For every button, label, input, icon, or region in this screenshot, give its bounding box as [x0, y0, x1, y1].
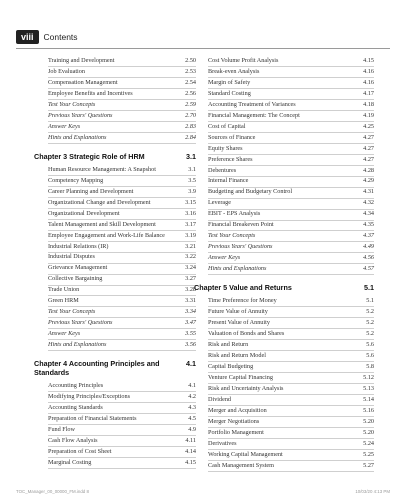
entry-page: 4.25	[363, 122, 374, 130]
entry-page: 5.12	[363, 373, 374, 381]
toc-entry	[208, 57, 374, 67]
entry-page: 5.8	[366, 362, 374, 370]
entry-title: EBIT - EPS Analysis	[208, 210, 261, 218]
entry-title: Cost of Capital	[208, 122, 246, 130]
entry-title: Portfolio Management	[208, 428, 264, 436]
entry-title: Fund Flow	[48, 426, 75, 434]
entry-title: Employee Benefits and Incentives	[48, 89, 133, 97]
entry-title: Equity Shares	[208, 144, 243, 152]
chapter-heading	[34, 359, 196, 377]
toc-entry	[208, 79, 374, 89]
entry-page: 3.24	[185, 264, 196, 272]
entry-title: Risk and Return Model	[208, 352, 266, 360]
entry-title: Test Your Concepts	[48, 308, 96, 316]
chapter-title: Chapter 4 Accounting Principles and Standards	[34, 359, 160, 378]
toc-entry	[48, 221, 196, 231]
toc-entry	[48, 134, 196, 144]
entry-title: Trade Union	[48, 286, 80, 294]
toc-entry	[48, 264, 196, 274]
entry-title: Answer Keys	[48, 122, 81, 130]
entry-title: Capital Budgeting	[208, 362, 254, 370]
toc-entry	[48, 426, 196, 436]
entry-title: Talent Management and Skill Development	[48, 220, 156, 228]
entry-title: Previous Years' Questions	[48, 111, 113, 119]
entry-title: Budgeting and Budgetary Control	[208, 188, 293, 196]
toc-entry	[208, 440, 374, 450]
entry-title: Employee Engagement and Work-Life Balance	[48, 231, 165, 239]
entry-title: Cost Volume Profit Analysis	[208, 57, 279, 64]
entry-title: Human Resource Management: A Snapshot	[48, 165, 156, 173]
toc-entry	[48, 188, 196, 198]
page-title: Contents	[43, 32, 78, 42]
entry-title: Industrial Relations (IR)	[48, 242, 109, 250]
toc-entry	[208, 265, 374, 275]
entry-page: 4.27	[363, 155, 374, 163]
toc-entry	[48, 253, 196, 263]
entry-title: Previous Years' Questions	[48, 319, 113, 327]
entry-page: 4.9	[188, 426, 196, 434]
entry-title: Answer Keys	[208, 254, 241, 262]
toc-entry	[48, 297, 196, 307]
entry-page: 4.15	[363, 57, 374, 64]
toc-entry	[208, 90, 374, 100]
entry-title: Sources of Finance	[208, 133, 256, 141]
entry-title: Merger Negotiations	[208, 417, 260, 425]
entry-title: Financial Breakeven Point	[208, 221, 274, 229]
entry-page: 4.49	[363, 243, 374, 251]
toc-entry	[208, 308, 374, 318]
page-header	[16, 30, 78, 44]
toc-entry	[48, 101, 196, 111]
toc-entry	[208, 243, 374, 253]
toc-entry	[48, 286, 196, 296]
chapter-title: Chapter 5 Value and Returns	[194, 283, 292, 293]
entry-title: Compensation Management	[48, 78, 118, 86]
entry-title: Job Evaluation	[48, 67, 85, 75]
entry-page: 4.37	[363, 232, 374, 240]
entry-page: 3.34	[185, 308, 196, 316]
entry-page: 5.2	[366, 319, 374, 327]
entry-title: Previous Years' Questions	[208, 243, 273, 251]
entry-title: Dividend	[208, 395, 232, 403]
toc-entry	[208, 407, 374, 417]
entry-page: 5.2	[366, 308, 374, 316]
entry-title: Organizational Change and Development	[48, 198, 151, 206]
toc-entry	[208, 68, 374, 78]
entry-page: 3.5	[188, 176, 196, 184]
toc-entry	[48, 382, 196, 392]
toc-entry	[208, 112, 374, 122]
entry-page: 4.28	[363, 166, 374, 174]
page-number: viii	[16, 30, 39, 44]
entry-page: 4.35	[363, 221, 374, 229]
toc-entry	[208, 396, 374, 406]
toc-entry	[48, 199, 196, 209]
toc-entry	[208, 199, 374, 209]
entry-title: Present Value of Annuity	[208, 319, 270, 327]
entry-page: 5.20	[363, 428, 374, 436]
toc-entry	[208, 123, 374, 133]
entry-page: 2.59	[185, 100, 196, 108]
entry-title: Cash Flow Analysis	[48, 437, 98, 444]
toc-entry	[48, 404, 196, 414]
entry-page: 5.6	[366, 352, 374, 360]
entry-title: Industrial Disputes	[48, 253, 95, 261]
entry-title: Derivatives	[208, 439, 237, 447]
toc-entry	[208, 156, 374, 166]
toc-entry	[208, 363, 374, 373]
entry-title: Leverage	[208, 199, 232, 207]
entry-title: Competency Mapping	[48, 176, 104, 184]
toc-entry	[48, 68, 196, 78]
entry-title: Future Value of Annuity	[208, 308, 268, 316]
entry-page: 3.27	[185, 275, 196, 283]
entry-title: Risk and Uncertainty Analysis	[208, 384, 284, 392]
toc-entry	[208, 134, 374, 144]
toc-entry	[48, 319, 196, 329]
entry-page: 5.20	[363, 417, 374, 425]
toc-entry	[208, 319, 374, 329]
toc-entry	[208, 232, 374, 242]
entry-page: 5.1	[364, 283, 374, 293]
entry-page: 3.21	[185, 242, 196, 250]
toc-entry	[48, 123, 196, 133]
entry-page: 4.17	[363, 89, 374, 97]
entry-page: 4.27	[363, 133, 374, 141]
toc-entry	[208, 254, 374, 264]
toc-entry	[208, 374, 374, 384]
entry-title: Test Your Concepts	[208, 232, 256, 240]
entry-title: Accounting Standards	[48, 404, 103, 412]
entry-title: Hints and Explanations	[48, 341, 107, 349]
toc-entry	[208, 451, 374, 461]
toc-entry	[208, 177, 374, 187]
toc-entry	[48, 232, 196, 242]
entry-page: 3.9	[188, 187, 196, 195]
toc-entry	[48, 90, 196, 100]
entry-title: Cash Management System	[208, 461, 274, 469]
entry-title: Margin of Safety	[208, 78, 251, 86]
entry-title: Modifying Principles/Exceptions	[48, 393, 130, 401]
toc-entry	[208, 188, 374, 198]
header-rule	[16, 48, 390, 49]
toc-entry	[208, 145, 374, 155]
entry-page: 3.19	[185, 231, 196, 239]
entry-page: 3.56	[185, 341, 196, 349]
toc-entry	[48, 57, 196, 67]
toc-entry	[48, 415, 196, 425]
toc-entry	[208, 341, 374, 351]
toc-entry	[48, 166, 196, 176]
entry-page: 2.50	[185, 57, 196, 64]
entry-title: Venture Capital Financing	[208, 373, 273, 381]
toc-entry	[48, 177, 196, 187]
entry-page: 2.70	[185, 111, 196, 119]
toc-entry	[48, 437, 196, 447]
entry-title: Break-even Analysis	[208, 67, 260, 75]
entry-page: 4.16	[363, 67, 374, 75]
entry-page: 2.83	[185, 122, 196, 130]
entry-page: 3.55	[185, 330, 196, 338]
entry-page: 2.54	[185, 78, 196, 86]
entry-title: Valuation of Bonds and Shares	[208, 330, 285, 338]
toc-column-right	[194, 57, 374, 473]
toc-entry	[48, 112, 196, 122]
entry-title: Answer Keys	[48, 330, 81, 338]
entry-page: 3.17	[185, 220, 196, 228]
entry-title: Collective Bargaining	[48, 275, 103, 283]
entry-title: Preparation of Financial Statements	[48, 415, 137, 423]
toc-entry	[208, 101, 374, 111]
entry-title: Marginal Costing	[48, 458, 92, 466]
toc-entry	[208, 221, 374, 231]
chapter-heading	[34, 152, 196, 161]
entry-title: Career Planning and Development	[48, 187, 134, 195]
entry-page: 4.16	[363, 78, 374, 86]
entry-title: Standard Costing	[208, 89, 251, 97]
entry-page: 5.14	[363, 395, 374, 403]
entry-page: 4.2	[188, 393, 196, 401]
entry-page: 4.11	[185, 437, 196, 444]
entry-page: 4.32	[363, 199, 374, 207]
entry-page: 4.5	[188, 415, 196, 423]
entry-title: Accounting Treatment of Variances	[208, 100, 296, 108]
chapter-heading	[194, 283, 374, 292]
entry-page: 5.2	[366, 330, 374, 338]
entry-page: 5.24	[363, 439, 374, 447]
entry-page: 4.27	[363, 144, 374, 152]
toc-entry	[48, 330, 196, 340]
entry-title: Grievance Management	[48, 264, 108, 272]
entry-title: Training and Development	[48, 57, 115, 64]
entry-title: Hints and Explanations	[208, 265, 267, 273]
entry-title: Preference Shares	[208, 155, 253, 163]
toc-entry	[208, 297, 374, 307]
entry-page: 4.34	[363, 210, 374, 218]
toc-entry	[48, 79, 196, 89]
toc-entry	[48, 243, 196, 253]
entry-title: Risk and Return	[208, 341, 249, 349]
toc-entry	[48, 308, 196, 318]
toc-column-left	[34, 57, 196, 470]
entry-page: 4.19	[363, 111, 374, 119]
entry-title: Debentures	[208, 166, 237, 174]
footer-file: TOC_Manager_00_00000_FM.indd 8	[16, 489, 89, 494]
entry-title: Accounting Principles	[48, 382, 104, 390]
entry-page: 4.56	[363, 254, 374, 262]
entry-title: Test Your Concepts	[48, 100, 96, 108]
entry-title: Internal Finance	[208, 177, 249, 185]
chapter-title: Chapter 3 Strategic Role of HRM	[34, 151, 145, 161]
toc-entry	[48, 393, 196, 403]
entry-page: 5.25	[363, 450, 374, 458]
entry-page: 4.31	[363, 188, 374, 196]
entry-page: 2.84	[185, 133, 196, 141]
entry-page: 3.22	[185, 253, 196, 261]
entry-page: 5.13	[363, 384, 374, 392]
entry-title: Hints and Explanations	[48, 133, 107, 141]
toc-entry	[208, 418, 374, 428]
entry-page: 5.27	[363, 461, 374, 469]
entry-page: 3.16	[185, 209, 196, 217]
toc-entry	[48, 210, 196, 220]
toc-entry	[208, 352, 374, 362]
footer-date: 10/03/20 4:13 PM	[355, 489, 390, 494]
entry-title: Preparation of Cost Sheet	[48, 447, 112, 455]
entry-page: 5.1	[366, 297, 374, 305]
entry-page: 3.1	[188, 165, 196, 173]
entry-page: 4.18	[363, 100, 374, 108]
toc-entry	[48, 448, 196, 458]
toc-entry	[208, 330, 374, 340]
entry-title: Time Preference for Money	[208, 297, 277, 305]
toc-entry	[208, 210, 374, 220]
entry-page: 4.1	[188, 382, 196, 390]
toc-entry	[208, 385, 374, 395]
toc-entry	[48, 341, 196, 351]
entry-page: 4.3	[188, 404, 196, 412]
entry-title: Financial Management: The Concept	[208, 111, 300, 119]
toc-entry	[48, 275, 196, 285]
entry-title: Working Capital Management	[208, 450, 283, 458]
entry-page: 5.16	[363, 406, 374, 414]
entry-page: 5.6	[366, 341, 374, 349]
entry-title: Merger and Acquisition	[208, 406, 267, 414]
entry-page: 2.56	[185, 89, 196, 97]
toc-entry	[208, 167, 374, 177]
entry-page: 4.1	[186, 359, 196, 369]
entry-page: 3.15	[185, 198, 196, 206]
entry-page: 2.53	[185, 67, 196, 75]
entry-page: 4.57	[363, 265, 374, 273]
entry-page: 3.28	[185, 286, 196, 294]
entry-title: Organizational Development	[48, 209, 120, 217]
entry-title: Green HRM	[48, 297, 79, 305]
entry-page: 3.31	[185, 297, 196, 305]
entry-page: 3.1	[186, 151, 196, 161]
entry-page: 4.29	[363, 177, 374, 185]
toc-entry	[208, 462, 374, 472]
toc-entry	[208, 429, 374, 439]
entry-page: 4.14	[185, 447, 196, 455]
entry-page: 3.47	[185, 319, 196, 327]
entry-page: 4.15	[185, 458, 196, 466]
toc-entry	[48, 459, 196, 469]
